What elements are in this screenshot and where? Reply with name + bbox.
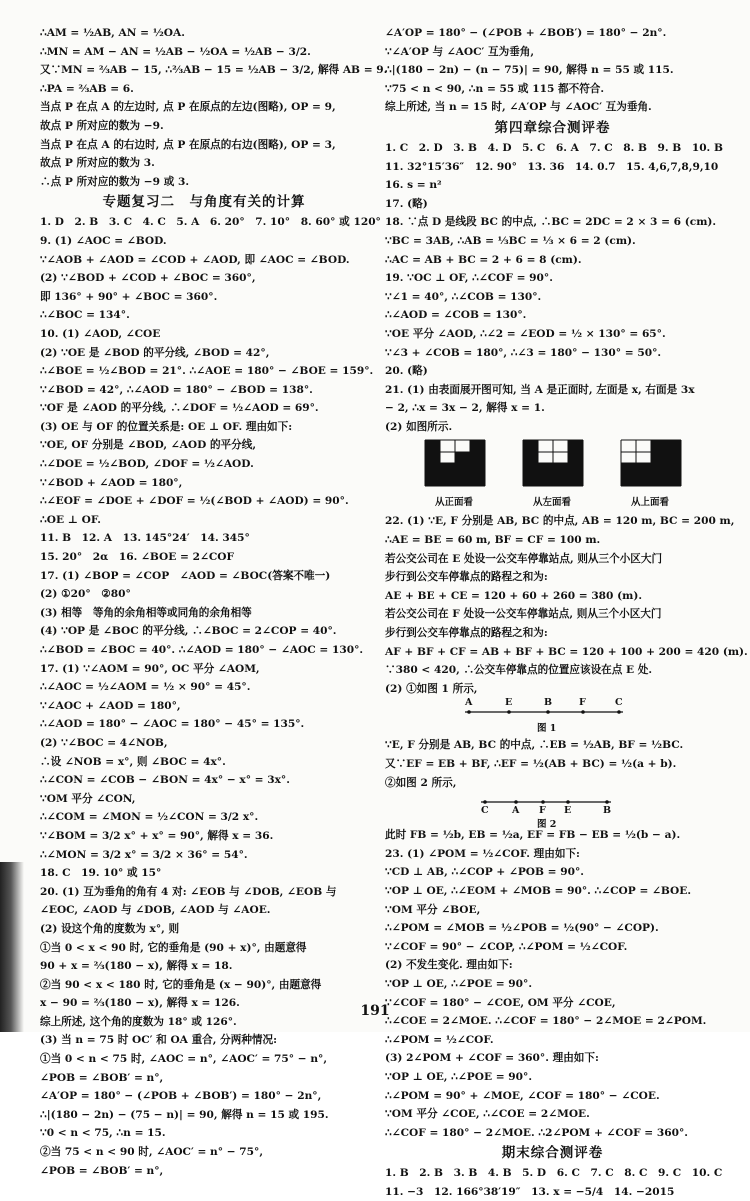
answer-line: (3) 2∠POM + ∠COF = 360°. 理由如下: — [385, 1052, 599, 1065]
answer-line: ∴∠BOD = ∠BOC = 40°. ∴∠AOD = 180° − ∠AOC = 130°. — [40, 644, 364, 656]
answer-line: 1. C 2. D 3. B 4. D 5. C 6. A 7. C 8. B 9. B 10. B — [385, 141, 723, 154]
answer-line: 22. (1) ∵E, F 分别是 AB, BC 的中点, AB = 120 m, BC = 200 m, — [385, 515, 735, 528]
question-23 — [385, 826, 720, 1142]
top-view-grid — [621, 440, 681, 486]
answer-line: 19. ∵OC ⊥ OF, ∴∠COF = 90°. — [385, 272, 553, 285]
fig1-point-F: F — [579, 697, 586, 709]
answer-line: 10. (1) ∠AOD, ∠COE — [40, 327, 161, 340]
answer-line: ∴∠COM = ∠MON = ½∠CON = 3/2 x°. — [40, 811, 259, 824]
answer-line: ∴∠CON = ∠COB − ∠BON = 4x° − x° = 3x°. — [40, 774, 290, 787]
answer-line: (4) ∵OP 是 ∠BOC 的平分线, ∴∠BOC = 2∠COP = 40°. — [40, 625, 337, 638]
right-column — [385, 24, 748, 1201]
answer-line: 综上所述, 这个角的度数为 18° 或 126°. — [40, 1015, 237, 1028]
answer-line: ∵∠COF = 180° − ∠COE, OM 平分 ∠COE, — [385, 996, 616, 1009]
answer-line: ∵∠BOD = 42°, ∴∠AOD = 180° − ∠BOD = 138°. — [40, 383, 313, 396]
answer-line: ∴∠BOE = ½∠BOD = 21°. ∴∠AOE = 180° − ∠BOE = 159°. — [40, 365, 374, 378]
answer-line: (2) ①20° ②80° — [40, 588, 131, 601]
answer-line: ∴AC = AB + BC = 2 + 6 = 8 (cm). — [385, 253, 582, 266]
answer-line: ∴∠BOC = 134°. — [40, 309, 130, 322]
answer-line: 1. B 2. B 3. B 4. B 5. D 6. C 7. C 8. C 9. C 10. C — [385, 1167, 723, 1180]
answer-line: (2) ∵OE 是 ∠BOD 的平分线, ∠BOD = 42°, — [40, 346, 270, 359]
fig2-point-F: F — [539, 805, 546, 817]
answer-line: ∵∠1 = 40°, ∴∠COB = 130°. — [385, 290, 542, 303]
answer-line: 17. (1) ∠BOP = ∠COP ∠AOD = ∠BOC(答案不唯一) — [40, 569, 331, 582]
answer-line: (3) OE 与 OF 的位置关系是: OE ⊥ OF. 理由如下: — [40, 420, 293, 433]
answer-line: (2) ∵∠BOD + ∠COD + ∠BOC = 360°, — [40, 272, 256, 285]
answer-line: x − 90 = ⅔(180 − x), 解得 x = 126. — [40, 997, 240, 1010]
section-heading-ch4: 第四章综合测评卷 — [494, 119, 611, 136]
answer-line: (2) 不发生变化. 理由如下: — [385, 959, 513, 972]
answer-line: 故点 P 所对应的数为 3. — [40, 157, 155, 170]
answer-line: ∴设 ∠NOB = x°, 则 ∠BOC = 4x°. — [40, 755, 226, 768]
answer-line: 16. s = n² — [385, 179, 442, 192]
answer-line: (3) 当 n = 75 时 OC′ 和 OA 重合, 分两种情况: — [40, 1034, 278, 1047]
answer-line: 步行到公交车停靠点的路程之和为: — [385, 627, 548, 640]
answer-line: 当点 P 在点 A 的左边时, 点 P 在原点的左边(图略), OP = 9, — [40, 101, 336, 114]
answer-line: ∴∠COF = 180° − 2∠MOE. ∴2∠POM + ∠COF = 360°. — [385, 1126, 688, 1139]
answer-line: ∴PA = ⅔AB = 6. — [40, 82, 134, 95]
answer-line: 21. (1) 由表面展开图可知, 当 A 是正面时, 左面是 x, 右面是 3x — [385, 383, 695, 396]
answer-line: (2) ∵∠BOC = 4∠NOB, — [40, 736, 168, 749]
answer-line: 此时 FB = ½b, EB = ½a, EF = FB − EB = ½(b − a). — [385, 829, 681, 842]
top-view-label: 从上面看 — [631, 497, 670, 509]
fig1-caption: 图 1 — [537, 723, 557, 735]
answer-line: 又∵EF = EB + BF, ∴EF = ½(AB + BC) = ½(a + b). — [385, 758, 677, 770]
answer-line: ∵∠COF = 90° − ∠COP, ∴∠POM = ½∠COF. — [385, 940, 628, 953]
answer-line: ∵BC = 3AB, ∴AB = ⅓BC = ⅓ × 6 = 2 (cm). — [385, 234, 636, 247]
answer-line: ∵OP ⊥ OE, ∴∠POE = 90°. — [385, 1070, 533, 1083]
section-heading-final: 期末综合测评卷 — [501, 1145, 604, 1162]
answer-line: 当点 P 在点 A 的右边时, 点 P 在原点的右边(图略), OP = 3, — [40, 138, 336, 151]
answer-line: ∵OF 是 ∠AOD 的平分线, ∴∠DOF = ½∠AOD = 69°. — [40, 402, 319, 415]
answer-line: ∵OE, OF 分别是 ∠BOD, ∠AOD 的平分线, — [40, 439, 257, 452]
answer-line: ∠POB = ∠BOB′ = n°, — [40, 1071, 164, 1084]
answer-line: ∴∠MON = 3/2 x° = 3/2 × 36° = 54°. — [40, 848, 248, 861]
fig1-point-A: A — [465, 697, 473, 709]
fig1-point-E: E — [505, 697, 513, 709]
answer-line: ∴∠AOD = ∠COB = 130°. — [385, 309, 527, 322]
answer-line: ∴∠AOC = ½∠AOM = ½ × 90° = 45°. — [40, 681, 251, 694]
answer-line: (2) 设这个角的度数为 x°, 则 — [40, 922, 180, 935]
three-views-figure — [385, 436, 720, 512]
answer-line: ∵OP ⊥ OE, ∴∠POE = 90°. — [385, 977, 533, 990]
answer-line: ∵∠BOM = 3/2 x° + x° = 90°, 解得 x = 36. — [40, 829, 274, 842]
answer-line: ∵OP ⊥ OE, ∴∠EOM + ∠MOB = 90°. ∴∠COP = ∠BOE. — [385, 884, 692, 897]
answer-line: 20. (略) — [385, 365, 428, 378]
answer-line: ∴|(180 − 2n) − (75 − n)| = 90, 解得 n = 15 或 195. — [40, 1108, 329, 1121]
answer-line: ∴点 P 所对应的数为 −9 或 3. — [40, 175, 190, 188]
answer-line: ∵OM 平分 ∠CON, — [40, 792, 136, 805]
answer-line: AF + BF + CF = AB + BF + BC = 120 + 100 + 200 = 420 (m). — [385, 645, 748, 658]
answer-line: ②当 90 < x < 180 时, 它的垂角是 (x − 90)°, 由题意得 — [40, 978, 322, 991]
fig1-point-B: B — [544, 697, 553, 709]
left-view-label: 从左面看 — [533, 497, 572, 509]
left-view-grid — [523, 440, 583, 486]
answer-line: (2) 如图所示. — [385, 420, 453, 433]
front-view-grid — [425, 440, 485, 486]
answer-line: ②当 75 < n < 90 时, ∠AOC′ = n° − 75°, — [40, 1146, 264, 1159]
answer-line: ∴∠POM = ∠MOB = ½∠POB = ½(90° − ∠COP). — [385, 922, 659, 935]
fig2-point-E: E — [564, 805, 572, 817]
answer-line: ∠A′OP = 180° − (∠POB + ∠BOB′) = 180° − 2n°. — [385, 27, 667, 39]
answer-line: (3) 相等 等角的余角相等或同角的余角相等 — [40, 606, 252, 619]
answer-line: ∵∠3 + ∠COB = 180°, ∴∠3 = 180° − 130° = 50°. — [385, 346, 662, 359]
answer-line: ∠POB = ∠BOB′ = n°, — [40, 1164, 164, 1177]
answer-line: 9. (1) ∠AOC = ∠BOD. — [40, 234, 167, 247]
answer-line: 1. D 2. B 3. C 4. C 5. A 6. 20° 7. 10° 8. 60° 或 120° — [40, 216, 381, 229]
answer-line: ∴∠DOE = ½∠BOD, ∠DOF = ½∠AOD. — [40, 458, 254, 471]
fig2-point-C: C — [481, 805, 489, 817]
answer-line: ∴OE ⊥ OF. — [40, 513, 101, 526]
answer-line: ∴AM = ½AB, AN = ½OA. — [40, 27, 185, 39]
answer-line: 23. (1) ∠POM = ½∠COF. 理由如下: — [385, 847, 580, 860]
answer-line: 又∵MN = ⅔AB − 15, ∴⅔AB − 15 = ½AB − 3/2, 解得 AB = 9. — [40, 64, 388, 77]
answer-line: ∵75 < n < 90, ∴n = 55 或 115 都不符合. — [385, 82, 605, 95]
answer-line: 故点 P 所对应的数为 −9. — [40, 119, 164, 132]
figure-1 — [385, 698, 720, 736]
answer-line: ①当 0 < x < 90 时, 它的垂角是 (90 + x)°, 由题意得 — [40, 941, 307, 954]
question-22 — [385, 512, 748, 698]
answer-line: ∴MN = AM − AN = ½AB − ½OA = ½AB − 3/2. — [40, 45, 311, 58]
answer-line: ∵∠A′OP 与 ∠AOC′ 互为垂角, — [385, 45, 535, 58]
answer-line: 综上所述, 当 n = 15 时, ∠A′OP 与 ∠AOC′ 互为垂角. — [385, 101, 652, 114]
question-22-part2 — [385, 736, 720, 792]
answer-line: ∴∠EOF = ∠DOE + ∠DOF = ½(∠BOD + ∠AOD) = 90°. — [40, 495, 349, 508]
answer-line: ∵0 < n < 75, ∴n = 15. — [40, 1127, 166, 1140]
answer-line: ∵CD ⊥ AB, ∴∠COP + ∠POB = 90°. — [385, 866, 584, 879]
answer-line: 17. (1) ∵∠AOM = 90°, OC 平分 ∠AOM, — [40, 662, 260, 675]
answer-line: − 2, ∴x = 3x − 2, 解得 x = 1. — [385, 402, 545, 415]
answer-line: ∵OM 平分 ∠COE, ∴∠COE = 2∠MOE. — [385, 1108, 590, 1121]
answer-line: 17. (略) — [385, 197, 428, 210]
section-heading: 专题复习二 与角度有关的计算 — [102, 194, 306, 211]
answer-line: 若公交公司在 E 处设一公交车停靠站点, 则从三个小区大门 — [385, 552, 663, 565]
answer-line: ∵OM 平分 ∠BOE, — [385, 903, 481, 916]
right-top-block — [385, 24, 720, 117]
answer-line: 若公交公司在 F 处设一公交车停靠站点, 则从三个小区大门 — [385, 608, 662, 621]
answer-line: 15. 20° 2α 16. ∠BOE = 2∠COF — [40, 551, 234, 564]
answer-line: ∵OE 平分 ∠AOD, ∴∠2 = ∠EOD = ½ × 130° = 65°. — [385, 327, 666, 340]
answer-line: 11. 32°15′36″ 12. 90° 13. 36 14. 0.7 15. 4,6,7,8,9,10 — [385, 160, 719, 173]
answer-line: 11. B 12. A 13. 145°24′ 14. 345° — [40, 532, 250, 545]
answer-line: 步行到公交车停靠点的路程之和为: — [385, 571, 548, 584]
answer-line: ∵∠AOB + ∠AOD = ∠COD + ∠AOD, 即 ∠AOC = ∠BOD. — [40, 253, 350, 266]
chapter4-answers — [385, 139, 723, 437]
answer-line: ∴|(180 − 2n) − (n − 75)| = 90, 解得 n = 55 或 115. — [385, 64, 674, 77]
front-view-label: 从正面看 — [435, 497, 474, 509]
answer-line: AE + BE + CE = 120 + 60 + 260 = 380 (m). — [385, 589, 643, 602]
answer-line: (2) ①如图 1 所示, — [385, 682, 478, 695]
figure-2 — [385, 792, 720, 831]
answer-line: 11. −3 12. 166°38′19″ 13. x = −5/4 14. −2015 — [385, 1185, 675, 1198]
fig1-point-C: C — [615, 697, 623, 709]
answer-line: ∴∠POM = ½∠COF. — [385, 1033, 494, 1046]
fig2-point-A: A — [512, 805, 520, 817]
answer-line: ∠A′OP = 180° − (∠POB + ∠BOB′) = 180° − 2n°, — [40, 1090, 322, 1103]
answer-line: 即 136° + 90° + ∠BOC = 360°. — [40, 290, 218, 303]
answer-line: 18. C 19. 10° 或 15° — [40, 867, 162, 880]
page-number: 191 — [360, 1003, 390, 1019]
final-exam-answers — [385, 1164, 723, 1201]
answer-line: ∵E, F 分别是 AB, BC 的中点, ∴EB = ½AB, BF = ½BC. — [385, 739, 684, 752]
answer-line: ∴∠AOD = 180° − ∠AOC = 180° − 45° = 135°. — [40, 718, 305, 731]
answer-line: ①当 0 < n < 75 时, ∠AOC = n°, ∠AOC′ = 75° − n°, — [40, 1053, 328, 1066]
answer-line: ②如图 2 所示, — [385, 776, 457, 789]
answer-line: 20. (1) 互为垂角的角有 4 对: ∠EOB 与 ∠DOB, ∠EOB 与 — [40, 885, 337, 898]
answer-line: 90 + x = ⅔(180 − x), 解得 x = 18. — [40, 960, 233, 973]
answer-line: ∵∠AOC + ∠AOD = 180°, — [40, 699, 181, 712]
answer-line: ∴∠COE = 2∠MOE. ∴∠COF = 180° − 2∠MOE = 2∠POM. — [385, 1015, 707, 1028]
answer-line: ∵∠BOD + ∠AOD = 180°, — [40, 476, 183, 489]
answer-line: ∴AE = BE = 60 m, BF = CF = 100 m. — [385, 534, 601, 547]
fig2-point-B: B — [603, 805, 612, 817]
answer-line: ∵380 < 420, ∴公交车停靠点的位置应该设在点 E 处. — [385, 664, 653, 677]
answer-line: ∴∠POM = 90° + ∠MOE, ∠COF = 180° − ∠COE. — [385, 1089, 660, 1102]
fig2-caption: 图 2 — [537, 819, 557, 831]
answer-line: 18. ∵点 D 是线段 BC 的中点, ∴BC = 2DC = 2 × 3 = 6 (cm). — [385, 216, 717, 229]
answer-line: ∠EOC, ∠AOD 与 ∠DOB, ∠AOD 与 ∠AOE. — [40, 904, 271, 917]
